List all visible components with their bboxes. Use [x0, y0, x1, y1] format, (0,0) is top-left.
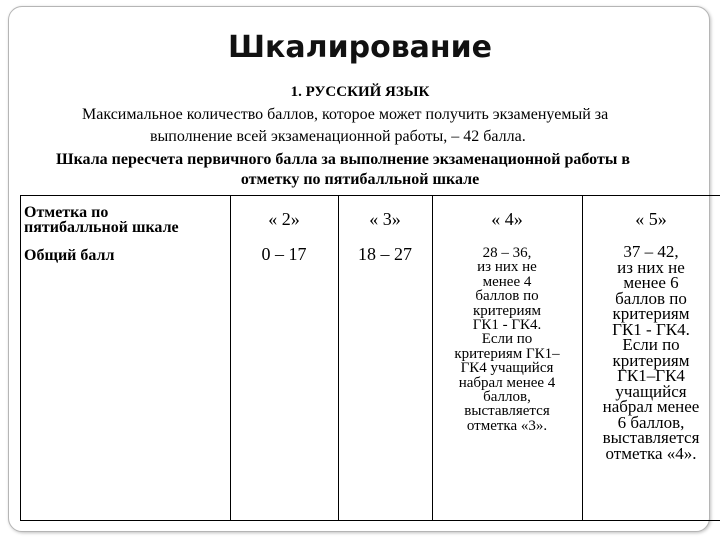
- scale-caption-line-1: Шкала пересчета первичного балла за выполнение экзаменационной работы в: [56, 151, 630, 168]
- row-label-total-score: Общий балл: [24, 247, 115, 264]
- subject-heading: 1. РУССКИЙ ЯЗЫК: [290, 84, 430, 100]
- scale-caption-line-2: отметку по пятибалльной шкале: [240, 171, 480, 188]
- score-grade-3: 18 – 27: [358, 244, 412, 264]
- slide-title: Шкалирование: [227, 30, 493, 65]
- description-line-2: выполнение всей экзаменационной работы, – 42 балла.: [150, 128, 526, 145]
- table-left-border: [20, 195, 21, 520]
- score-grade-5: 37 – 42, из них не менее 6 баллов по критериям ГК1 - ГК4. Если по критериям ГК1–ГК4 учащийся набрал менее 6 баллов, выставляется отметка «4».: [602, 242, 700, 463]
- score-grade-4: 28 – 36, из них не менее 4 баллов по критериям ГК1 - ГК4. Если по критериям ГК1– ГК4 учащийся набрал менее 4 баллов, выставляется отметка «3».: [454, 245, 560, 434]
- row-label-grade-line-2: пятибалльной шкале: [24, 219, 179, 236]
- grade-4-header: « 4»: [491, 209, 523, 229]
- row-label-grade-line-1: Отметка по: [24, 204, 109, 221]
- grade-5-header: « 5»: [635, 209, 667, 229]
- grade-3-header: « 3»: [369, 209, 401, 229]
- grade-2-header: « 2»: [268, 209, 300, 229]
- score-grade-2: 0 – 17: [261, 244, 307, 264]
- column-divider: [432, 195, 433, 520]
- description-line-1: Максимальное количество баллов, которое может получить экзаменуемый за: [82, 106, 609, 123]
- table-bottom-border: [20, 520, 720, 521]
- table-top-border: [20, 195, 720, 196]
- row-label-grade: [24, 205, 179, 235]
- column-divider: [582, 195, 583, 520]
